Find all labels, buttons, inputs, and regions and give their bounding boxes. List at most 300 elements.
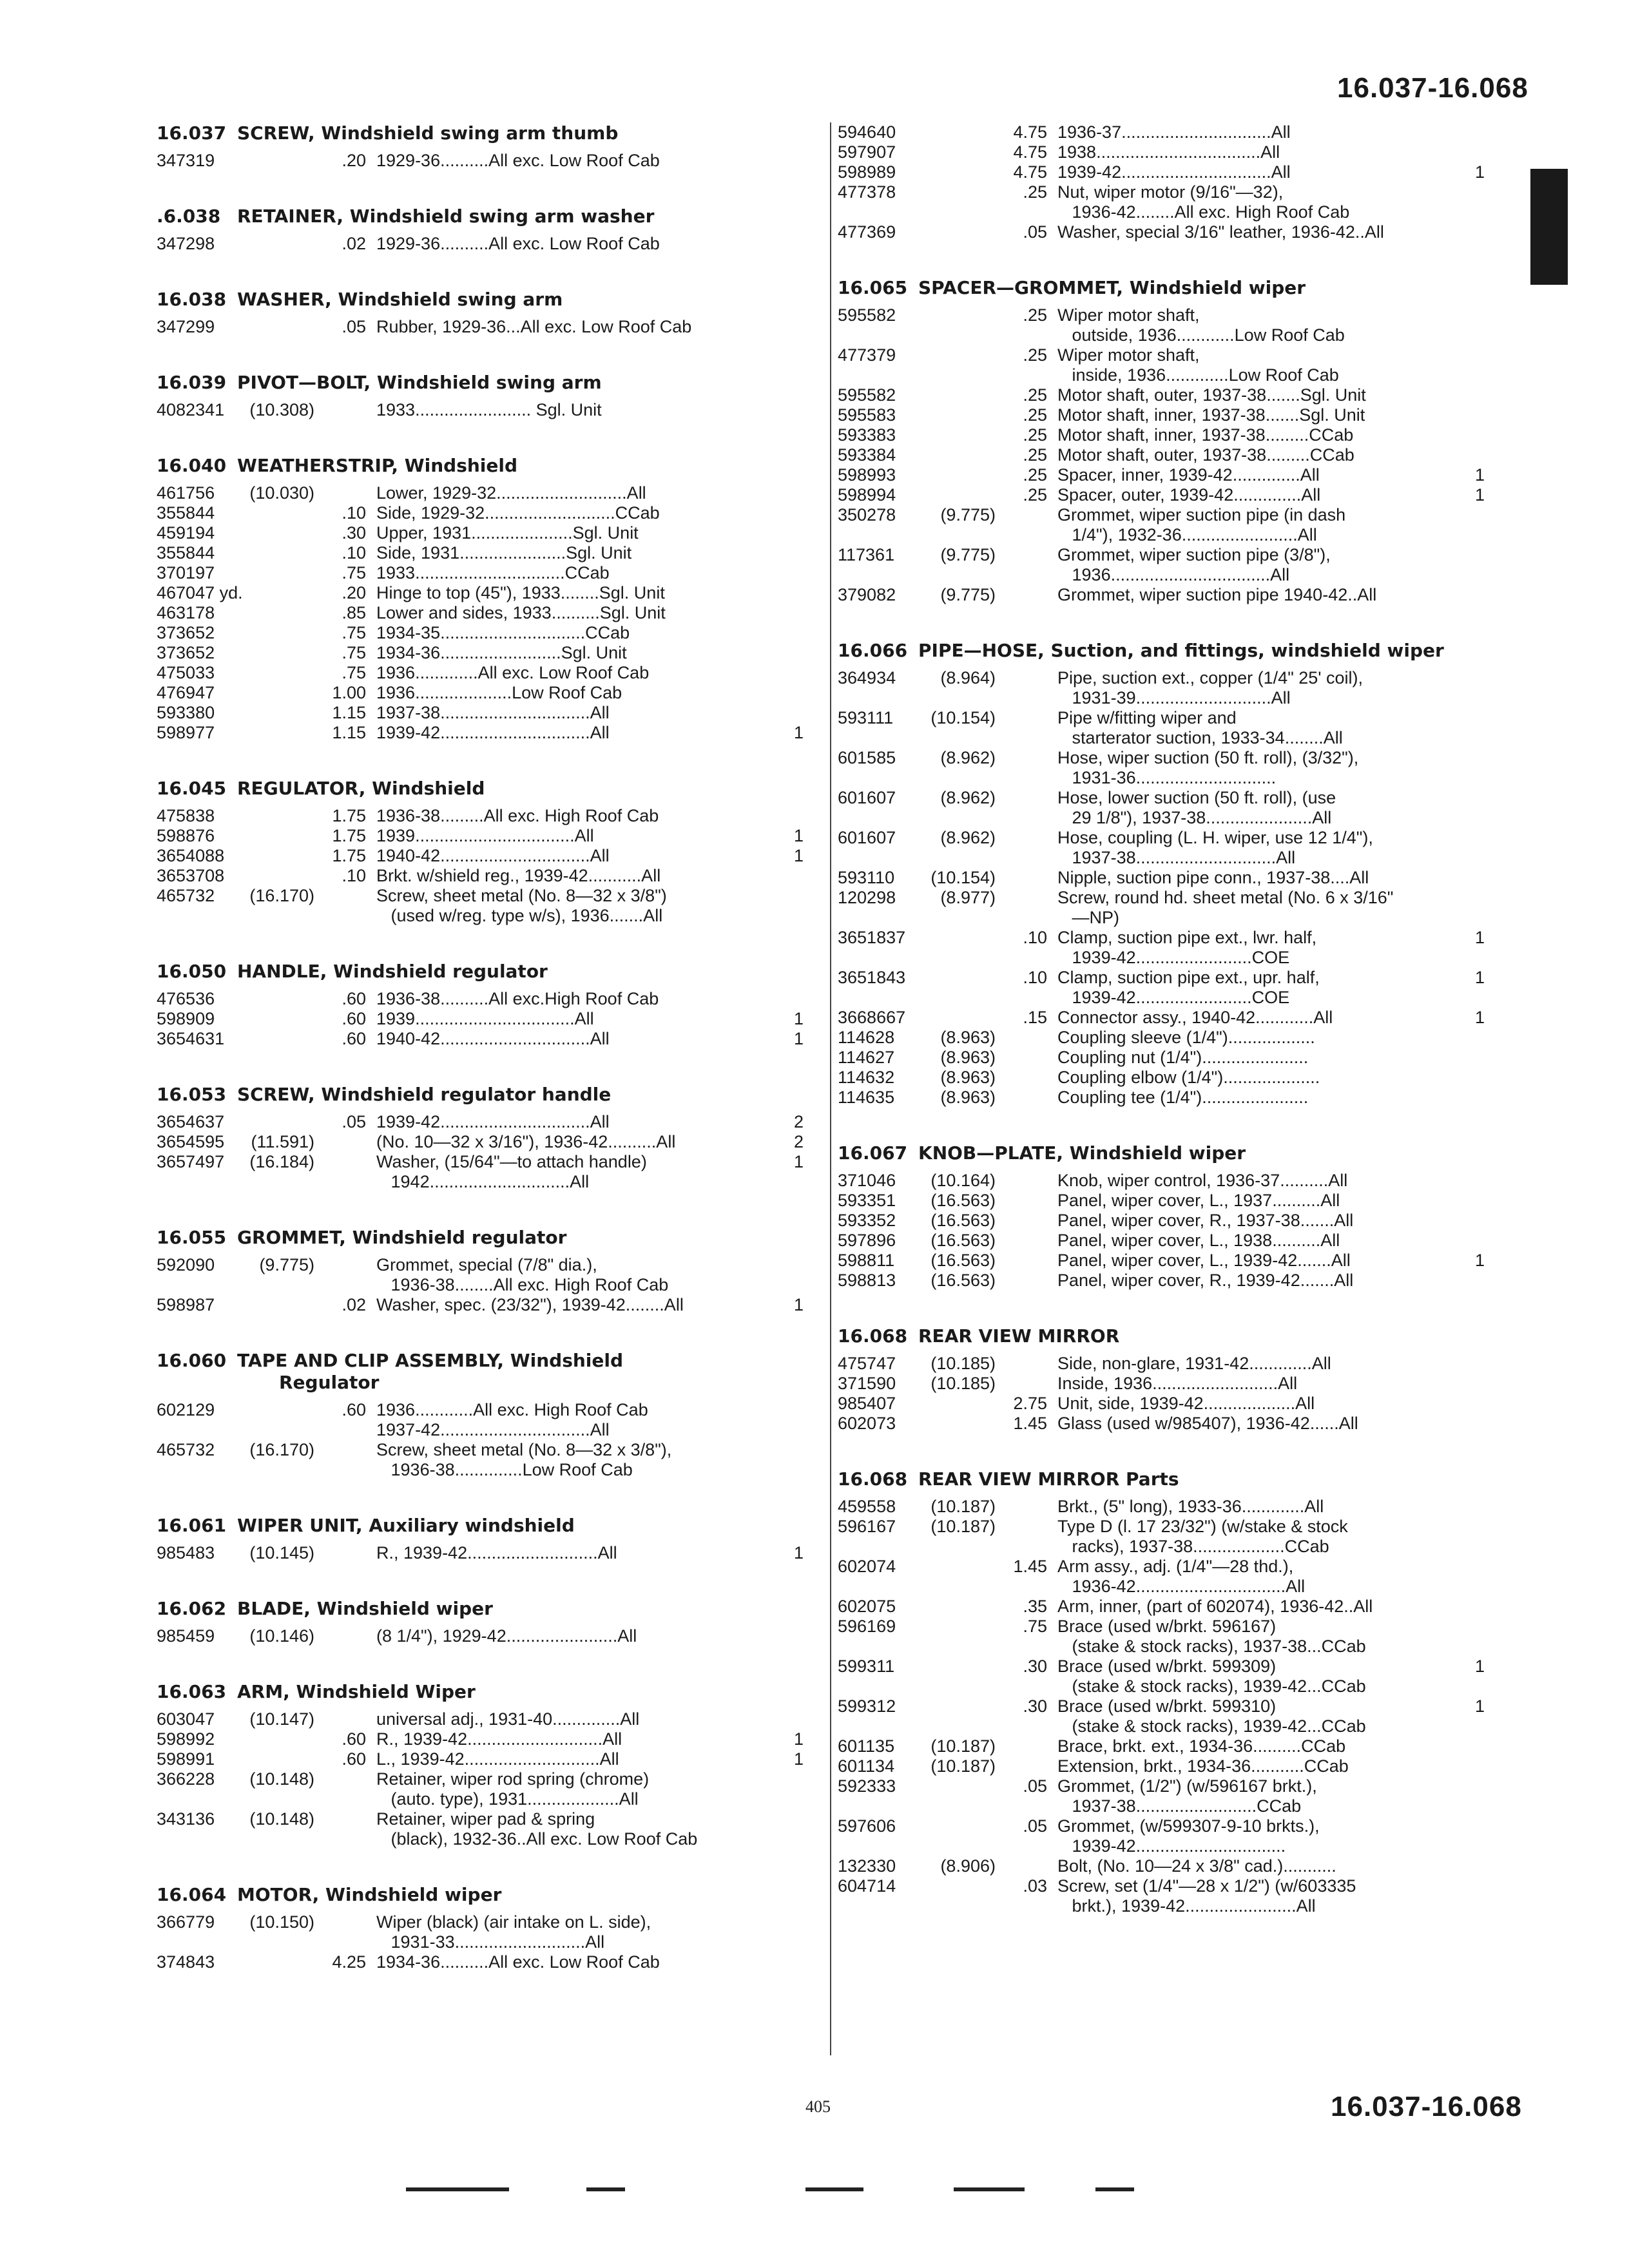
description: 1940-42...............................All xyxy=(376,1029,610,1048)
part-number: 602074 xyxy=(838,1557,896,1576)
description: Motor shaft, outer, 1937-38.......Sgl. Unit xyxy=(1057,385,1366,405)
reference-number xyxy=(240,317,314,337)
reference-number xyxy=(240,623,314,643)
part-number: 598991 xyxy=(157,1749,215,1769)
price: .25 xyxy=(1023,385,1047,405)
part-number: 598994 xyxy=(838,485,896,505)
part-number: 592333 xyxy=(838,1776,896,1796)
part-number: 598989 xyxy=(838,162,896,182)
price xyxy=(996,1068,1047,1088)
quantity xyxy=(1452,1271,1485,1291)
quantity xyxy=(1452,505,1485,545)
price xyxy=(314,1769,366,1809)
description: Screw, sheet metal (No. 8—32 x 3/8") (used w/reg. type w/s), 1936.......All xyxy=(376,886,667,925)
part-row xyxy=(157,1749,831,1769)
description: Coupling nut (1/4")...................... xyxy=(1057,1048,1309,1067)
reference-number xyxy=(921,305,996,345)
part-row xyxy=(838,1394,1514,1414)
quantity xyxy=(1452,545,1485,585)
part-number: 114627 xyxy=(838,1048,895,1067)
description: Screw, sheet metal (No. 8—32 x 3/8"), 1936-38..............Low Roof Cab xyxy=(376,1440,672,1479)
section-title xyxy=(838,1468,1514,1490)
description: Brace, brkt. ext., 1934-36..........CCab xyxy=(1057,1736,1346,1756)
catalog-section xyxy=(157,1350,831,1480)
description: Panel, wiper cover, R., 1939-42.......All xyxy=(1057,1271,1354,1290)
reference-number xyxy=(921,345,996,385)
reference-number xyxy=(240,583,314,603)
part-number: 459558 xyxy=(838,1497,896,1516)
reference-number xyxy=(240,1112,314,1132)
part-number: 597606 xyxy=(838,1816,896,1836)
quantity xyxy=(771,703,804,723)
price: .60 xyxy=(342,1729,366,1749)
part-row xyxy=(157,623,831,643)
quantity: 1 xyxy=(1474,1657,1485,1676)
quantity xyxy=(1452,1231,1485,1251)
part-number: 593383 xyxy=(838,425,896,445)
quantity xyxy=(1452,668,1485,708)
price xyxy=(314,400,366,420)
part-number: 593111 xyxy=(838,708,894,727)
price: .02 xyxy=(342,1295,366,1314)
part-row xyxy=(157,1112,831,1132)
price: .02 xyxy=(342,234,366,253)
description: 1936-37...............................All xyxy=(1057,122,1291,142)
part-row xyxy=(838,1088,1514,1108)
quantity xyxy=(1452,1171,1485,1191)
part-row xyxy=(838,405,1514,425)
quantity xyxy=(1452,1068,1485,1088)
part-row xyxy=(838,668,1514,708)
reference-number: (9.775) xyxy=(940,545,996,564)
part-row xyxy=(838,1736,1514,1756)
price xyxy=(996,748,1047,788)
part-row xyxy=(157,683,831,703)
part-number: 601607 xyxy=(838,788,896,807)
reference-number xyxy=(921,465,996,485)
part-row xyxy=(157,1295,831,1315)
catalog-section xyxy=(157,206,831,254)
description: Panel, wiper cover, L., 1939-42.......All xyxy=(1057,1251,1351,1270)
part-row xyxy=(838,1354,1514,1374)
description: 1939-42...............................All xyxy=(376,1112,610,1131)
quantity: 1 xyxy=(1474,162,1485,182)
part-number: 597907 xyxy=(838,142,896,162)
part-number: 4082341 xyxy=(157,400,225,419)
quantity xyxy=(771,543,804,563)
price xyxy=(314,1626,366,1646)
part-row xyxy=(838,1028,1514,1048)
part-number: 120298 xyxy=(838,888,896,907)
part-row xyxy=(838,1231,1514,1251)
description: 1936-38.........All exc. High Roof Cab xyxy=(376,806,659,825)
reference-number xyxy=(240,643,314,663)
part-row xyxy=(157,1809,831,1849)
section-heading: REAR VIEW MIRROR xyxy=(918,1325,1120,1347)
price: .10 xyxy=(342,866,366,885)
part-number: 985407 xyxy=(838,1394,896,1413)
part-row xyxy=(838,1816,1514,1856)
description: 1934-36..........All exc. Low Roof Cab xyxy=(376,1952,660,1972)
description: Wiper motor shaft, outside, 1936............Low Roof Cab xyxy=(1057,305,1345,345)
price: .05 xyxy=(1023,1816,1047,1836)
description: Screw, set (1/4"—28 x 1/2") (w/603335 brkt.), 1939-42.......................All xyxy=(1057,1876,1356,1916)
part-row xyxy=(838,142,1514,162)
part-row xyxy=(838,585,1514,605)
part-number: 350278 xyxy=(838,505,896,524)
quantity xyxy=(771,400,804,420)
reference-number: (10.030) xyxy=(249,483,314,503)
quantity xyxy=(1452,1088,1485,1108)
reference-number xyxy=(240,723,314,743)
price: .60 xyxy=(342,1009,366,1028)
price xyxy=(314,1912,366,1952)
description: 1940-42...............................All xyxy=(376,846,610,865)
part-row xyxy=(838,1251,1514,1271)
description: Wiper motor shaft, inside, 1936.............Low Roof Cab xyxy=(1057,345,1339,385)
part-row xyxy=(838,1517,1514,1557)
description: 1936-38..........All exc.High Roof Cab xyxy=(376,989,659,1008)
price: .05 xyxy=(1023,1776,1047,1796)
section-heading: WEATHERSTRIP, Windshield xyxy=(237,455,518,476)
part-row xyxy=(838,1497,1514,1517)
quantity xyxy=(771,523,804,543)
reference-number xyxy=(240,1029,314,1049)
description: 1939-42...............................All xyxy=(376,723,610,742)
part-row xyxy=(838,1211,1514,1231)
reference-number: (9.775) xyxy=(940,505,996,524)
part-number: 477369 xyxy=(838,222,896,242)
reference-number: (8.962) xyxy=(940,788,996,807)
part-row xyxy=(157,866,831,886)
reference-number xyxy=(240,806,314,826)
quantity xyxy=(1452,1414,1485,1434)
description: R., 1939-42...........................All xyxy=(376,1543,617,1562)
price: 1.75 xyxy=(332,826,366,845)
part-number: 595583 xyxy=(838,405,896,425)
part-number: 604714 xyxy=(838,1876,896,1896)
part-number: 355844 xyxy=(157,503,215,523)
section-heading: WASHER, Windshield swing arm xyxy=(237,289,563,310)
part-row xyxy=(838,1374,1514,1394)
price xyxy=(996,1271,1047,1291)
price: 4.25 xyxy=(332,1952,366,1972)
price xyxy=(996,545,1047,585)
part-row xyxy=(838,1171,1514,1191)
price xyxy=(314,1255,366,1295)
section-number: 16.067 xyxy=(838,1142,908,1164)
quantity: 1 xyxy=(793,1729,804,1749)
reference-number: (8.963) xyxy=(940,1028,996,1047)
section-number: 16.066 xyxy=(838,640,908,661)
part-row xyxy=(157,317,831,337)
section-number: 16.045 xyxy=(157,778,227,799)
quantity xyxy=(771,1255,804,1295)
section-title xyxy=(838,1325,1514,1347)
part-row xyxy=(157,1152,831,1192)
price: .75 xyxy=(342,563,366,582)
price: .05 xyxy=(342,317,366,336)
price xyxy=(314,483,366,503)
quantity: 1 xyxy=(1474,1251,1485,1270)
section-number: 16.038 xyxy=(157,289,227,310)
reference-number xyxy=(921,142,996,162)
part-row xyxy=(838,445,1514,465)
price xyxy=(996,788,1047,828)
reference-number: (16.563) xyxy=(930,1211,996,1230)
quantity xyxy=(771,643,804,663)
section-title xyxy=(157,122,831,144)
section-title xyxy=(157,1515,831,1537)
part-number: 476536 xyxy=(157,989,215,1008)
price xyxy=(996,828,1047,868)
reference-number xyxy=(240,1952,314,1972)
quantity xyxy=(771,806,804,826)
description: Washer, (15/64"—to attach handle) 1942.............................All xyxy=(376,1152,647,1191)
description: Side, non-glare, 1931-42.............All xyxy=(1057,1354,1331,1373)
description: Brace (used w/brkt. 599309) (stake & stock racks), 1939-42...CCab xyxy=(1057,1657,1366,1696)
quantity xyxy=(771,151,804,171)
price: .05 xyxy=(342,1112,366,1131)
description: universal adj., 1931-40..............All xyxy=(376,1709,640,1729)
part-number: 475747 xyxy=(838,1354,896,1373)
description: Knob, wiper control, 1936-37..........All xyxy=(1057,1171,1348,1190)
quantity xyxy=(1452,1597,1485,1617)
quantity xyxy=(1452,1394,1485,1414)
description: 1929-36..........All exc. Low Roof Cab xyxy=(376,234,660,253)
section-heading: GROMMET, Windshield regulator xyxy=(237,1227,567,1248)
part-number: 461756 xyxy=(157,483,215,503)
catalog-section xyxy=(157,1598,831,1646)
section-heading: HANDLE, Windshield regulator xyxy=(237,961,548,982)
reference-number: (8.962) xyxy=(940,828,996,847)
quantity xyxy=(771,1400,804,1440)
quantity: 1 xyxy=(793,1749,804,1769)
quantity xyxy=(1452,345,1485,385)
section-heading: REGULATOR, Windshield xyxy=(237,778,485,799)
price xyxy=(996,1374,1047,1394)
quantity xyxy=(1452,182,1485,222)
quantity: 1 xyxy=(793,1029,804,1048)
part-number: 598993 xyxy=(838,465,896,485)
part-number: 599312 xyxy=(838,1696,896,1716)
description: Connector assy., 1940-42............All xyxy=(1057,1008,1333,1027)
description: 1936.............All exc. Low Roof Cab xyxy=(376,663,650,682)
price xyxy=(314,886,366,926)
description: Grommet, special (7/8" dia.), 1936-38........All exc. High Roof Cab xyxy=(376,1255,669,1294)
quantity xyxy=(1452,445,1485,465)
part-row xyxy=(157,523,831,543)
part-row xyxy=(157,703,831,723)
price: .25 xyxy=(1023,182,1047,202)
price: .20 xyxy=(342,583,366,602)
part-number: 601607 xyxy=(838,828,896,847)
part-row xyxy=(157,543,831,563)
part-row xyxy=(838,182,1514,222)
reference-number: (16.563) xyxy=(930,1231,996,1250)
reference-number: (16.563) xyxy=(930,1271,996,1290)
price: .10 xyxy=(342,543,366,562)
reference-number: (10.185) xyxy=(930,1354,996,1373)
part-number: 985483 xyxy=(157,1543,215,1562)
part-number: 985459 xyxy=(157,1626,215,1646)
reference-number: (8.964) xyxy=(940,668,996,687)
section-number: 16.039 xyxy=(157,372,227,393)
thumb-index-tab xyxy=(1530,169,1568,285)
reference-number: (10.154) xyxy=(930,708,996,727)
part-number: 603047 xyxy=(157,1709,215,1729)
catalog-section xyxy=(157,122,831,171)
part-row xyxy=(157,1009,831,1029)
quantity: 1 xyxy=(1474,968,1485,987)
reference-number: (10.147) xyxy=(249,1709,314,1729)
quantity xyxy=(771,1709,804,1729)
section-number: 16.068 xyxy=(838,1325,908,1347)
price xyxy=(996,1088,1047,1108)
quantity xyxy=(1452,708,1485,748)
description: Retainer, wiper pad & spring (black), 1932-36..All exc. Low Roof Cab xyxy=(376,1809,698,1849)
part-row xyxy=(838,122,1514,142)
price: .25 xyxy=(1023,345,1047,365)
description: Nipple, suction pipe conn., 1937-38....All xyxy=(1057,868,1369,887)
section-title xyxy=(157,206,831,227)
description: 1938..................................All xyxy=(1057,142,1280,162)
reference-number: (11.591) xyxy=(251,1132,314,1151)
part-number: 355844 xyxy=(157,543,215,562)
part-number: 3651837 xyxy=(838,928,906,947)
part-row xyxy=(157,1255,831,1295)
price xyxy=(996,1028,1047,1048)
part-number: 592090 xyxy=(157,1255,215,1274)
price: .25 xyxy=(1023,405,1047,425)
price: 1.15 xyxy=(332,703,366,722)
description: Glass (used w/985407), 1936-42......All xyxy=(1057,1414,1358,1433)
part-number: 598987 xyxy=(157,1295,215,1314)
price xyxy=(996,888,1047,928)
section-number: 16.053 xyxy=(157,1084,227,1105)
reference-number: (10.187) xyxy=(930,1517,996,1536)
reference-number: (16.170) xyxy=(249,886,314,905)
price: .30 xyxy=(1023,1657,1047,1676)
reference-number xyxy=(240,503,314,523)
catalog-section xyxy=(838,1468,1514,1916)
description: 1933...............................CCab xyxy=(376,563,610,582)
quantity: 1 xyxy=(793,1543,804,1562)
reference-number xyxy=(921,425,996,445)
part-row xyxy=(157,1626,831,1646)
description: Grommet, wiper suction pipe (3/8"), 1936.................................All xyxy=(1057,545,1331,584)
quantity xyxy=(1452,222,1485,242)
section-number: 16.060 xyxy=(157,1350,227,1371)
reference-number xyxy=(921,928,996,968)
description: Hose, coupling (L. H. wiper, use 12 1/4"), 1937-38.............................All xyxy=(1057,828,1373,867)
description: Upper, 1931.....................Sgl. Unit xyxy=(376,523,639,543)
part-number: 594640 xyxy=(838,122,896,142)
part-number: 343136 xyxy=(157,1809,215,1829)
part-number: 465732 xyxy=(157,886,215,905)
part-number: 364934 xyxy=(838,668,896,687)
section-title xyxy=(838,1142,1514,1164)
price: .15 xyxy=(1023,1008,1047,1027)
part-row xyxy=(838,1876,1514,1916)
part-row xyxy=(157,663,831,683)
reference-number: (10.154) xyxy=(930,868,996,887)
reference-number xyxy=(921,1657,996,1696)
quantity xyxy=(1452,405,1485,425)
quantity: 1 xyxy=(793,723,804,742)
quantity xyxy=(1452,1736,1485,1756)
price: .25 xyxy=(1023,305,1047,325)
section-number: 16.055 xyxy=(157,1227,227,1248)
description: Screw, round hd. sheet metal (No. 6 x 3/16" —NP) xyxy=(1057,888,1394,927)
part-number: 347298 xyxy=(157,234,215,253)
quantity xyxy=(771,1769,804,1809)
part-number: 598876 xyxy=(157,826,215,845)
left-column xyxy=(157,122,831,2007)
description: Inside, 1936..........................All xyxy=(1057,1374,1298,1393)
description: Nut, wiper motor (9/16"—32), 1936-42........All exc. High Roof Cab xyxy=(1057,182,1350,222)
reference-number: (10.164) xyxy=(930,1171,996,1190)
description: 1939.................................All xyxy=(376,826,594,845)
price: .05 xyxy=(1023,222,1047,242)
part-row xyxy=(838,1048,1514,1068)
description: Grommet, (w/599307-9-10 brkts.), 1939-42............................... xyxy=(1057,1816,1320,1856)
part-row xyxy=(838,222,1514,242)
part-number: 3654637 xyxy=(157,1112,225,1131)
price: 1.15 xyxy=(332,723,366,742)
part-row xyxy=(157,723,831,743)
reference-number: (10.187) xyxy=(930,1756,996,1776)
description: Lower, 1929-32...........................All xyxy=(376,483,646,503)
reference-number: (10.308) xyxy=(249,400,314,419)
quantity xyxy=(1452,142,1485,162)
reference-number xyxy=(921,1617,996,1657)
part-row xyxy=(838,425,1514,445)
section-heading-continued: Regulator xyxy=(279,1372,380,1393)
reference-number xyxy=(240,1749,314,1769)
reference-number: (16.184) xyxy=(249,1152,314,1171)
price xyxy=(314,1709,366,1729)
part-row xyxy=(157,234,831,254)
section-number: 16.063 xyxy=(157,1681,227,1702)
part-row xyxy=(838,1068,1514,1088)
part-number: 379082 xyxy=(838,585,896,604)
part-row xyxy=(157,806,831,826)
description: Clamp, suction pipe ext., upr. half, 1939-42........................COE xyxy=(1057,968,1320,1007)
catalog-section xyxy=(157,289,831,337)
quantity xyxy=(1452,888,1485,928)
reference-number xyxy=(921,1414,996,1434)
catalog-section xyxy=(157,961,831,1049)
reference-number xyxy=(921,968,996,1008)
description: Type D (l. 17 23/32") (w/stake & stock racks), 1937-38...................CCab xyxy=(1057,1517,1348,1556)
quantity xyxy=(1452,1048,1485,1068)
section-title xyxy=(157,372,831,394)
description: 1939.................................All xyxy=(376,1009,594,1028)
description: 1939-42...............................All xyxy=(1057,162,1291,182)
part-row xyxy=(838,1776,1514,1816)
description: Coupling tee (1/4")...................... xyxy=(1057,1088,1309,1107)
section-number: 16.037 xyxy=(157,122,227,144)
price: .75 xyxy=(1023,1617,1047,1636)
section-title xyxy=(157,1884,831,1906)
reference-number xyxy=(921,405,996,425)
scan-artifact-lines xyxy=(161,2187,1527,2193)
part-row xyxy=(157,400,831,420)
description: 1936............All exc. High Roof Cab 1937-42...............................All xyxy=(376,1400,648,1439)
part-row xyxy=(157,1029,831,1049)
part-number: 374843 xyxy=(157,1952,215,1972)
